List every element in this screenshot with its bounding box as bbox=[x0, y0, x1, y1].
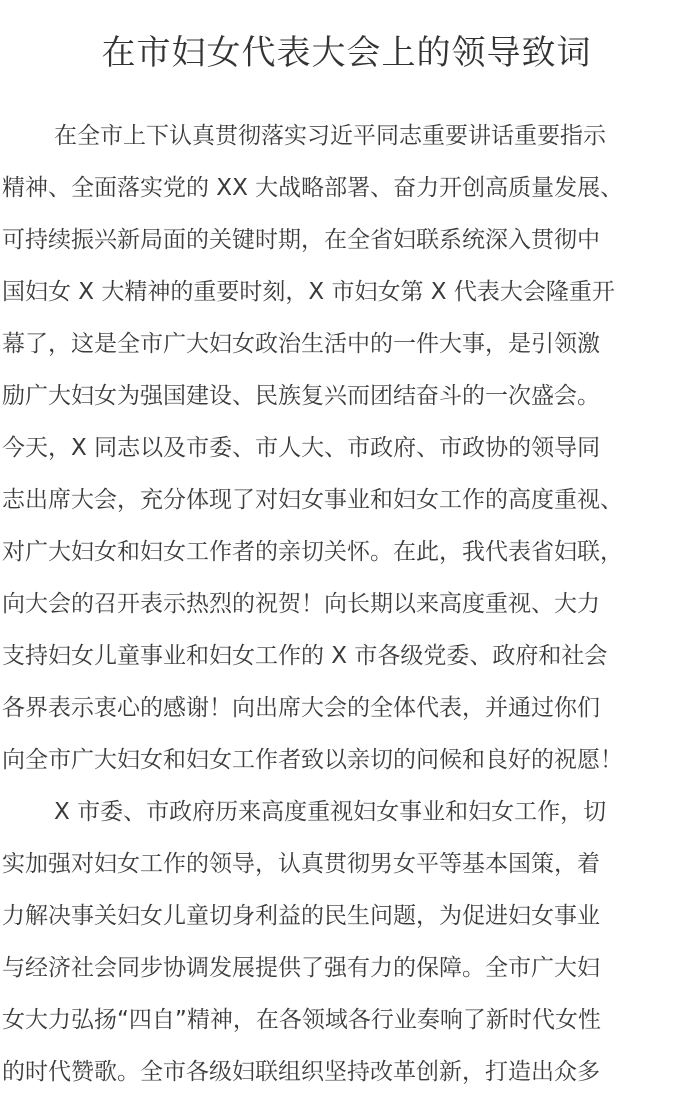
paragraph-line: 各界表示衷心的感谢！向出席大会的全体代表，并通过你们 bbox=[2, 695, 600, 721]
paragraph-line: 实加强对妇女工作的领导，认真贯彻男女平等基本国策，着 bbox=[2, 851, 600, 877]
paragraph-line: 向大会的召开表示热烈的祝贺！向长期以来高度重视、大力 bbox=[2, 591, 600, 617]
paragraph-line: 励广大妇女为强国建设、民族复兴而团结奋斗的一次盛会。 bbox=[2, 383, 600, 409]
document-title: 在市妇女代表大会上的领导致词 bbox=[101, 33, 592, 73]
paragraph-line: 在全市上下认真贯彻落实习近平同志重要讲话重要指示 bbox=[54, 123, 606, 149]
document-body bbox=[2, 110, 693, 1098]
paragraph-line: 对广大妇女和妇女工作者的亲切关怀。在此，我代表省妇联， bbox=[2, 539, 623, 565]
paragraph-line: 可持续振兴新局面的关键时期，在全省妇联系统深入贯彻中 bbox=[2, 227, 600, 253]
paragraph-line: 的时代赞歌。全市各级妇联组织坚持改革创新，打造出众多 bbox=[2, 1059, 600, 1085]
paragraph-line: 力解决事关妇女儿童切身利益的民生问题，为促进妇女事业 bbox=[2, 903, 600, 929]
paragraph-line: X 市委、市政府历来高度重视妇女事业和妇女工作，切 bbox=[54, 799, 607, 825]
paragraph-line: 志出席大会，充分体现了对妇女事业和妇女工作的高度重视、 bbox=[2, 487, 623, 513]
paragraph-line: 女大力弘扬“四自”精神，在各领域各行业奏响了新时代女性 bbox=[2, 1007, 601, 1033]
paragraph-line: 幕了，这是全市广大妇女政治生活中的一件大事，是引领激 bbox=[2, 331, 600, 357]
paragraph-line: 今天，X 同志以及市委、市人大、市政府、市政协的领导同 bbox=[2, 435, 601, 461]
paragraph-line: 向全市广大妇女和妇女工作者致以亲切的问候和良好的祝愿！ bbox=[2, 747, 623, 773]
paragraph-line: 与经济社会同步协调发展提供了强有力的保障。全市广大妇 bbox=[2, 955, 600, 981]
paragraph-line: 精神、全面落实党的 XX 大战略部署、奋力开创高质量发展、 bbox=[2, 175, 624, 201]
paragraph-line: 支持妇女儿童事业和妇女工作的 X 市各级党委、政府和社会 bbox=[2, 643, 608, 669]
paragraph-line: 国妇女 X 大精神的重要时刻，X 市妇女第 X 代表大会隆重开 bbox=[2, 279, 615, 305]
